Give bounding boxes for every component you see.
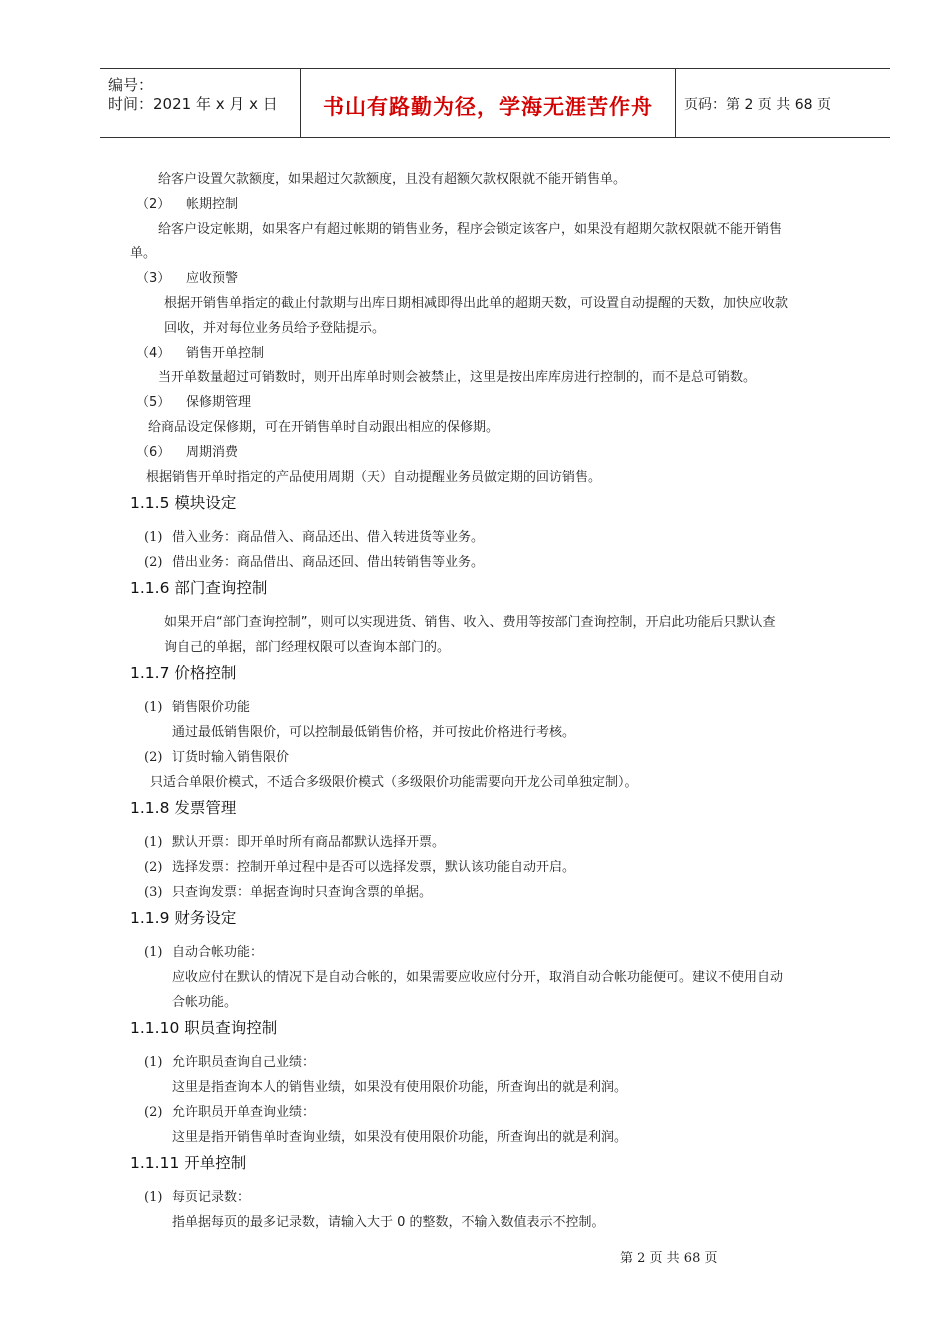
- item-title-receivable-warning: 应收预警: [186, 271, 239, 286]
- paragraph-line: 给商品设定保修期，可在开销售单时自动跟出相应的保修期。: [148, 420, 500, 435]
- list-number: (2): [144, 750, 163, 765]
- section-heading-1-1-11: 1.1.11 开单控制: [130, 1154, 247, 1172]
- paragraph-line: 当开单数量超过可销数时，则开出库单时则会被禁止，这里是按出库库房进行控制的，而不是总可销数。: [158, 370, 757, 385]
- page-header: [100, 68, 890, 138]
- list-item: 只查询发票：单据查询时只查询含票的单据。: [172, 885, 433, 900]
- list-number: (1): [144, 700, 163, 715]
- item-number: （2）: [136, 197, 171, 212]
- item-number: （6）: [136, 445, 171, 460]
- item-number: （5）: [136, 395, 171, 410]
- paragraph-line: 如果开启“部门查询控制”，则可以实现进货、销售、收入、费用等按部门查询控制，开启此功能后只默认查: [164, 615, 776, 630]
- item-title-warranty: 保修期管理: [186, 395, 252, 410]
- list-number: (1): [144, 1055, 163, 1070]
- list-item: 借入业务：商品借入、商品还出、借入转进货等业务。: [172, 530, 485, 545]
- paragraph-line: 这里是指查询本人的销售业绩，如果没有使用限价功能，所查询出的就是利润。: [172, 1080, 628, 1095]
- section-heading-1-1-10: 1.1.10 职员查询控制: [130, 1019, 278, 1037]
- paragraph-line: 给客户设定帐期，如果客户有超过帐期的销售业务，程序会锁定该客户，如果没有超期欠款权限就不能开销售: [158, 222, 783, 237]
- paragraph-line: 根据销售开单时指定的产品使用周期（天）自动提醒业务员做定期的回访销售。: [146, 470, 602, 485]
- section-heading-1-1-6: 1.1.6 部门查询控制: [130, 579, 268, 597]
- list-number: (3): [144, 885, 163, 900]
- paragraph-line: 只适合单限价模式，不适合多级限价模式（多级限价功能需要向开龙公司单独定制）。: [150, 775, 638, 790]
- list-number: (1): [144, 1190, 163, 1205]
- list-item: 自动合帐功能：: [172, 945, 264, 960]
- list-item: 允许职员开单查询业绩：: [172, 1105, 316, 1120]
- page-footer-number: 第 2 页 共 68 页: [620, 1251, 718, 1266]
- list-number: (2): [144, 860, 163, 875]
- paragraph-line: 应收应付在默认的情况下是自动合帐的，如果需要应收应付分开，取消自动合帐功能便可。建议不使用自动: [172, 970, 784, 985]
- section-heading-1-1-5: 1.1.5 模块设定: [130, 494, 237, 512]
- paragraph-line: 指单据每页的最多记录数，请输入大于 0 的整数，不输入数值表示不控制。: [172, 1215, 605, 1230]
- paragraph-line: 单。: [130, 246, 157, 261]
- header-page-cell: [676, 69, 890, 137]
- item-title-sales-order-control: 销售开单控制: [186, 346, 265, 361]
- paragraph-line: 回收，并对每位业务员给予登陆提示。: [164, 321, 386, 336]
- list-number: (1): [144, 945, 163, 960]
- section-heading-1-1-8: 1.1.8 发票管理: [130, 799, 237, 817]
- item-number: （4）: [136, 346, 171, 361]
- list-item: 默认开票：即开单时所有商品都默认选择开票。: [172, 835, 446, 850]
- section-heading-1-1-9: 1.1.9 财务设定: [130, 909, 237, 927]
- list-item: 借出业务：商品借出、商品还回、借出转销售等业务。: [172, 555, 485, 570]
- document-time-label: 时间：2021 年 x 月 x 日: [108, 95, 278, 113]
- item-title-period-control: 帐期控制: [186, 197, 239, 212]
- document-number-label: 编号：: [108, 76, 154, 94]
- list-number: (1): [144, 530, 163, 545]
- list-number: (1): [144, 835, 163, 850]
- header-meta-cell: [100, 69, 301, 137]
- paragraph-line: 合帐功能。: [172, 995, 238, 1010]
- list-item: 每页记录数：: [172, 1190, 251, 1205]
- list-item: 允许职员查询自己业绩：: [172, 1055, 316, 1070]
- header-motto: 书山有路勤为径，学海无涯苦作舟: [323, 94, 653, 119]
- header-motto-cell: [301, 69, 676, 137]
- list-number: (2): [144, 1105, 163, 1120]
- list-number: (2): [144, 555, 163, 570]
- list-item: 销售限价功能: [172, 700, 251, 715]
- list-item: 订货时输入销售限价: [172, 750, 290, 765]
- paragraph-line: 根据开销售单指定的截止付款期与出库日期相减即得出此单的超期天数，可设置自动提醒的天数，加快应收款: [164, 296, 789, 311]
- paragraph-line: 这里是指开销售单时查询业绩，如果没有使用限价功能，所查询出的就是利润。: [172, 1130, 628, 1145]
- item-number: （3）: [136, 271, 171, 286]
- paragraph-line: 通过最低销售限价，可以控制最低销售价格，并可按此价格进行考核。: [172, 725, 576, 740]
- paragraph-line: 询自己的单据，部门经理权限可以查询本部门的。: [164, 640, 451, 655]
- paragraph-credit-limit: 给客户设置欠款额度，如果超过欠款额度，且没有超额欠款权限就不能开销售单。: [158, 172, 627, 187]
- header-page-number: 页码：第 2 页 共 68 页: [684, 97, 831, 113]
- item-title-cycle-consumption: 周期消费: [186, 445, 239, 460]
- list-item: 选择发票：控制开单过程中是否可以选择发票，默认该功能自动开启。: [172, 860, 576, 875]
- section-heading-1-1-7: 1.1.7 价格控制: [130, 664, 237, 682]
